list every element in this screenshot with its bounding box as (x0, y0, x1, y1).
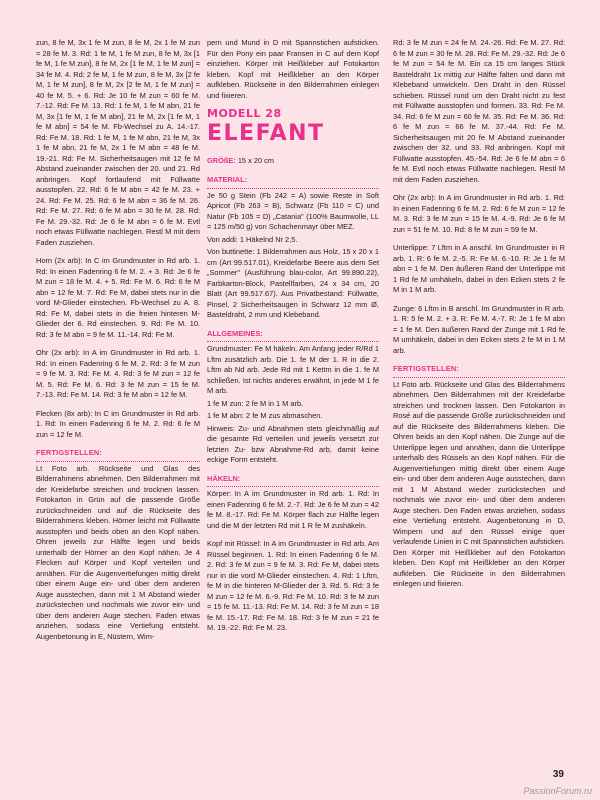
instructions-fertigstellen: Lt Foto arb. Rückseite und Glas des Bilderrahmens abnehmen. Den Bilderrahmen mit der Kreidefarbe streichen und trocknen lassen. Fotokarton in Grün auf die passende Größe zurückschneiden und auf die Rückseite des Bilderrahmens kleben. Hörner leicht mit Füllwatte ausstopfen und beids oben an den Kopf nähen. Ohren jeweils zur Hälfte legen und beids unterhalb der Hörner an den Kopf nähen. Je 4 Flecken auf Körper und Kopf verteilen und annähen. Für die Augenvertiefungen mittig direkt über einem Auge ein- und über dem anderen Auge ausstechen, dann mit 1 M Abstand wieder zurückstechen und nochmals wie zuvor ein- und über dem anderen Auge stechen. Faden etwas anziehen, sodass eine Vertiefung entsteht. Augenbetonung in E, Nüstern, Wim- (36, 463, 200, 641)
page-number: 39 (552, 769, 564, 780)
heading-allgemeines: ALLGEMEINES: (207, 329, 379, 343)
column-right (393, 38, 565, 598)
heading-fertigstellen-2: FERTIGSTELLEN: (393, 364, 565, 378)
watermark: PassionForum.ru (523, 786, 592, 796)
buttinette-text: Von buttinette: 1 Bilderrahmen aus Holz, 15 x 20 x 1 cm (Art 99.517.01), Kreidefarbe Beere aus dem Set „Sommer" (Ausführung blau-color, Art 99.890.22), Farbkarton-Block, Pastellfarben, 24 x 34 cm, 20 Blatt (Art 99.517.67). Aus Privatbestand: Füllwatte, Pinsel, 2 Sicherheitsaugen in Schwarz 12 mm Ø, Basteldraht, 2 mm und Klebeband. (207, 247, 379, 319)
instructions-horn: Horn (2x arb): In C im Grundmuster in Rd arb. 1. Rd: In einen Fadenring 6 fe M. 2. + 3. Rd: Je 6 fe M zun = 18 fe M. 4. + 5. Rd: Fe M. 6. Rd: 6 fe M abn = 12 fe M. 7. Rd: Fe M, dabei stets nur in die vord M-Glieder einstechen. Fb-Wechsel zu A. 8. Rd: Fe M, dabei stets in die freien hinteren M-Glieder der 6. Rd einstechen. 9. Rd: Fe M. 10. Rd: 3 fe M abn = 9 fe M. 11.-14. Rd: Fe M. (36, 256, 200, 339)
zunahme-text: 1 fe M zun: 2 fe M in 1 M arb. (207, 398, 304, 408)
model-header (207, 109, 379, 146)
instructions-ohr: Ohr (2x arb): In A im Grundmuster in Rd arb. 1. Rd: In einen Fadenring 6 fe M. 2. Rd: 3 fe M zun = 9 fe M. 3. Rd: Fe M. 4. Rd: 3 fe M zun = 12 fe M. 5. Rd: Fe M. 6. Rd: 3 fe M zun = 15 fe M. 7.-13. Rd: Fe M. 14. Rd: 3 fe M abn = 12 fe M. (36, 348, 200, 399)
size-info (207, 156, 379, 170)
unterlippe-text: Unterlippe: 7 Lftm in A anschl. Im Grundmuster in R arb. 1. R: 6 fe M. 2.-5. R: Fe M. 6.-10. R: Je 1 fe M abn = 1 fe M. Den äußeren Rand der Unterlippe mit 1 Rd fe M umhäkeln, dabei in den Ecken stets 2 fe M in 1 M arb. (393, 243, 565, 294)
grundmuster-text: Grundmuster: Fe M häkeln. Am Anfang jeder R/Rd 1 Lftm zusätzlich arb. Die 1. fe M der 1. R in die 2. Lftm ab Nd arb. Jede Rd mit 1 Kettm in die 1. fe M schließen. Ist nichts anderes erwähnt, in jede M 1 fe M arb. (207, 344, 379, 395)
hinweis-text: Hinweis: Zu- und Abnahmen stets gleichmäßig auf die gesamte Rd verteilen und jeweils versetzt zur letzten Zu- bzw Abnahme-Rd arb, damit keine eckige Form entsteht. (207, 423, 379, 464)
fertigstellen-text: Lt Foto arb. Rückseite und Glas des Bilderrahmens abnehmen. Den Bilderrahmen mit der Kreidefarbe streichen und trocknen lassen. Den Fotokarton in Rosé auf die passende Größe zurückschneiden und auf die Rückseite des Bilderrahmens kleben. Die Ohren beids an den Kopf nähen. Die Zunge auf die Unterlippe legen und annähen, dann die Unterlippe unterhalb des Rüssels an den Kopf nähen. Für die Augenvertiefungen mittig direkt über einem Auge ein- und über dem anderen Auge ausstechen, dann mit 1 M Abstand wieder zurückstechen und nochmals wie zuvor ein- und über dem anderen Auge stechen. Den Faden etwas anziehen, sodass eine Vertiefung entsteht. Augenbetonung in D, Wimpern und auf den Rüssel einige quer verlaufende Linien in C mit Spannstichen aufsticken. Den Körper mit Heißkleber auf den Fotokarton kleben. Den Kopf mit Heißkleber an den Körper aufkleben. Die Rückseite in den Bilderrahmen einlegen und fixieren. (393, 379, 565, 588)
kopf-cont-text: Rd: 3 fe M zun = 24 fe M. 24.-26. Rd: Fe M. 27. Rd: 6 fe M zun = 30 fe M. 28. Rd: Fe M. 29.-32. Rd: Je 6 fe M zun = 54 fe M. Ein ca 15 cm langes Stück Basteldraht 1x mittig zur Hälfte falten und dann mit Klebeband umwickeln. Den Draht in den Rüssel schieben. Rüssel rund um den Draht nicht zu fest mit Füllwatte ausstopfen und formen. 33. Rd: Fe M. 34. Rd: 6 fe M zun = 60 fe M. 35. Rd: Fe M. 36. Rd: 6 fe M zun = 66 fe M. 37.-44. Rd: Fe M. Sicherheitsaugen mit 20 fe M Abstand zueinander zwischen der 32. und 33. Rd anbringen. Kopf mit Füllwatte ausstopfen. 45.-54. Rd: Je 6 fe M abn = 6 fe M. Evtl noch etwas Füllwatte nachlegen. Restl M mit dem Faden zusziehen. (393, 38, 565, 184)
koerper-text: Körper: In A im Grundmuster in Rd arb. 1. Rd: In einen Fadenring 6 fe M. 2.-7. Rd: Je 6 fe M zun = 42 fe M. 8.-17. Rd: Fe M. Körper flach zur Hälfte legen und die M der letzten Rd mit 1 R fe M zushäkeln. (207, 489, 379, 530)
heading-fertigstellen: FERTIGSTELLEN: (36, 448, 200, 462)
zunge-text: Zunge: 6 Lftm in B anschl. Im Grundmuster in R arb. 1. R: 5 fe M. 2. + 3. R: Fe M. 4.-7. R: Je 1 fe M abn = 1 fe M. Den äußeren Rand der Zunge mit 1 Rd fe M umhäkeln, dabei in den Ecken stets 2 fe M in 1 M arb. (393, 303, 565, 355)
column-left (36, 38, 200, 650)
kopf-text: Kopf mit Rüssel: In A im Grundmuster in Rd arb. Am Rüssel beginnen. 1. Rd: In einen Fadenring 6 fe M. 2. Rd: 3 fe M zun = 9 fe M. 3. Rd: Fe M, dabei stets nur in die vord M-Glieder einstechen. 4. Rd: 1 Lftm, fe M in die hinteren M-Glieder der 3. Rd. 5. Rd: 3 fe M zun = 12 fe M. 6.-9. Rd: Fe M. 10. Rd: 3 fe M zun = 15 fe M. 11.-13. Rd: Fe M. 14. Rd: 3 fe M zun = 18 fe M. 15.-17. Rd: Fe M. 18. Rd: 3 fe M zun = 21 fe M. 19.-22. Rd: Fe M. 23. (207, 539, 379, 632)
size-value: 15 x 20 cm (237, 155, 274, 165)
heading-haekeln: HÄKELN: (207, 474, 379, 488)
instructions-cont: pern und Mund in D mit Spannstichen aufsticken. Für den Pony ein paar Fransen in C auf dem Kopf einziehen. Körper mit Heißkleber auf Fotokarton kleben. Kopf mit Heißkleber an den Körper aufkleben. Rückseite in den Bilderrahmen einlegen und fixieren. (207, 38, 379, 100)
abnahme-text: 1 fe M abn: 2 fe M zus abmaschen. (207, 411, 323, 420)
column-middle (207, 38, 379, 642)
addi-text: Von addi: 1 Häkelnd Nr 2,5. (207, 234, 298, 244)
size-label: GRÖßE: (207, 155, 236, 165)
material-text: Je 50 g Stein (Fb 242 = A) sowie Reste in Soft Apricot (Fb 263 = B), Schwarz (Fb 110 = C) und Natur (Fb 105 = D) „Catania" (100% Baumwolle, LL = 125 m/50 g) von Schachenmayr über MEZ. (207, 190, 379, 231)
model-number: MODELL 28 (207, 107, 282, 120)
instructions-kopf-cont: zun, 8 fe M, 3x 1 fe M zun, 8 fe M, 2x 1 fe M zun = 28 fe M. 3. Rd: 1 fe M, 1 fe M zun, 8 fe M, 3x [1 fe M, 1 fe M zun], 8 fe M, 2x [1 fe M, 1 fe M zun] = 34 fe M. 4. Rd: 2 fe M, 1 fe M zun, 8 fe M, 3x [2 fe M, 1 fe M zun], 8 fe M, 2x [2 fe M, 1 fe M zun] = 40 fe M. 5. + 6. Rd: Je 10 fe M zun = 60 fe M. 7.-12. Rd: Fe M. 13. Rd: 1 fe M, 1 fe M abn, 21 fe M, 3x [1 fe M, 1 fe M abn], 21 fe M, 2x [1 fe M, 1 fe M abn] = 54 fe M. Fb-Wechsel zu A. 14.-17. Rd: Fe M. 18. Rd: 1 fe M, 1 fe M abn, 21 fe M, 3x 1 fe M abn, 21 fe M, 2x 1 fe M abn = 48 fe M. 19.-21. Rd: Fe M. Sicherheitsaugen mit 12 fe M Abstand zueinander zwischen der 20. und 21. Rd anbringen. Kopf fortlaufend mit Füllwatte ausstopfen. 22. Rd: 6 fe M abn = 42 fe M. 23. + 24. Rd: Fe M. 25. Rd: 6 fe M abn = 36 fe M. 26. Rd: Fe M. 27. Rd: 6 fe M abn = 30 fe M. 28. Rd: Fe M. 29.-32. Rd: Je 6 fe M abn = 6 fe M. Evtl noch etwas Füllwatte nachlegen. Restl M mit dem Faden zusziehen. (36, 38, 200, 247)
heading-material: MATERIAL: (207, 175, 379, 189)
model-title: ELEFANT (207, 120, 325, 146)
ohr-text: Ohr (2x arb): In A im Grundmuster in Rd arb. 1. Rd: In einen Fadenring 6 fe M. 2. Rd: 6 fe M zun = 12 fe M. 3. Rd: 3 fe M zun = 15 fe M. 4.-9. Rd: Je 6 fe M zun = 51 fe M. 10. Rd: 8 fe M zun = 59 fe M. (393, 193, 565, 234)
instructions-flecken: Flecken (8x arb): In C im Grundmuster in Rd arb. 1. Rd: In einen Fadenring 6 fe M. 2. Rd: 6 fe M zun = 12 fe M. (36, 408, 200, 439)
